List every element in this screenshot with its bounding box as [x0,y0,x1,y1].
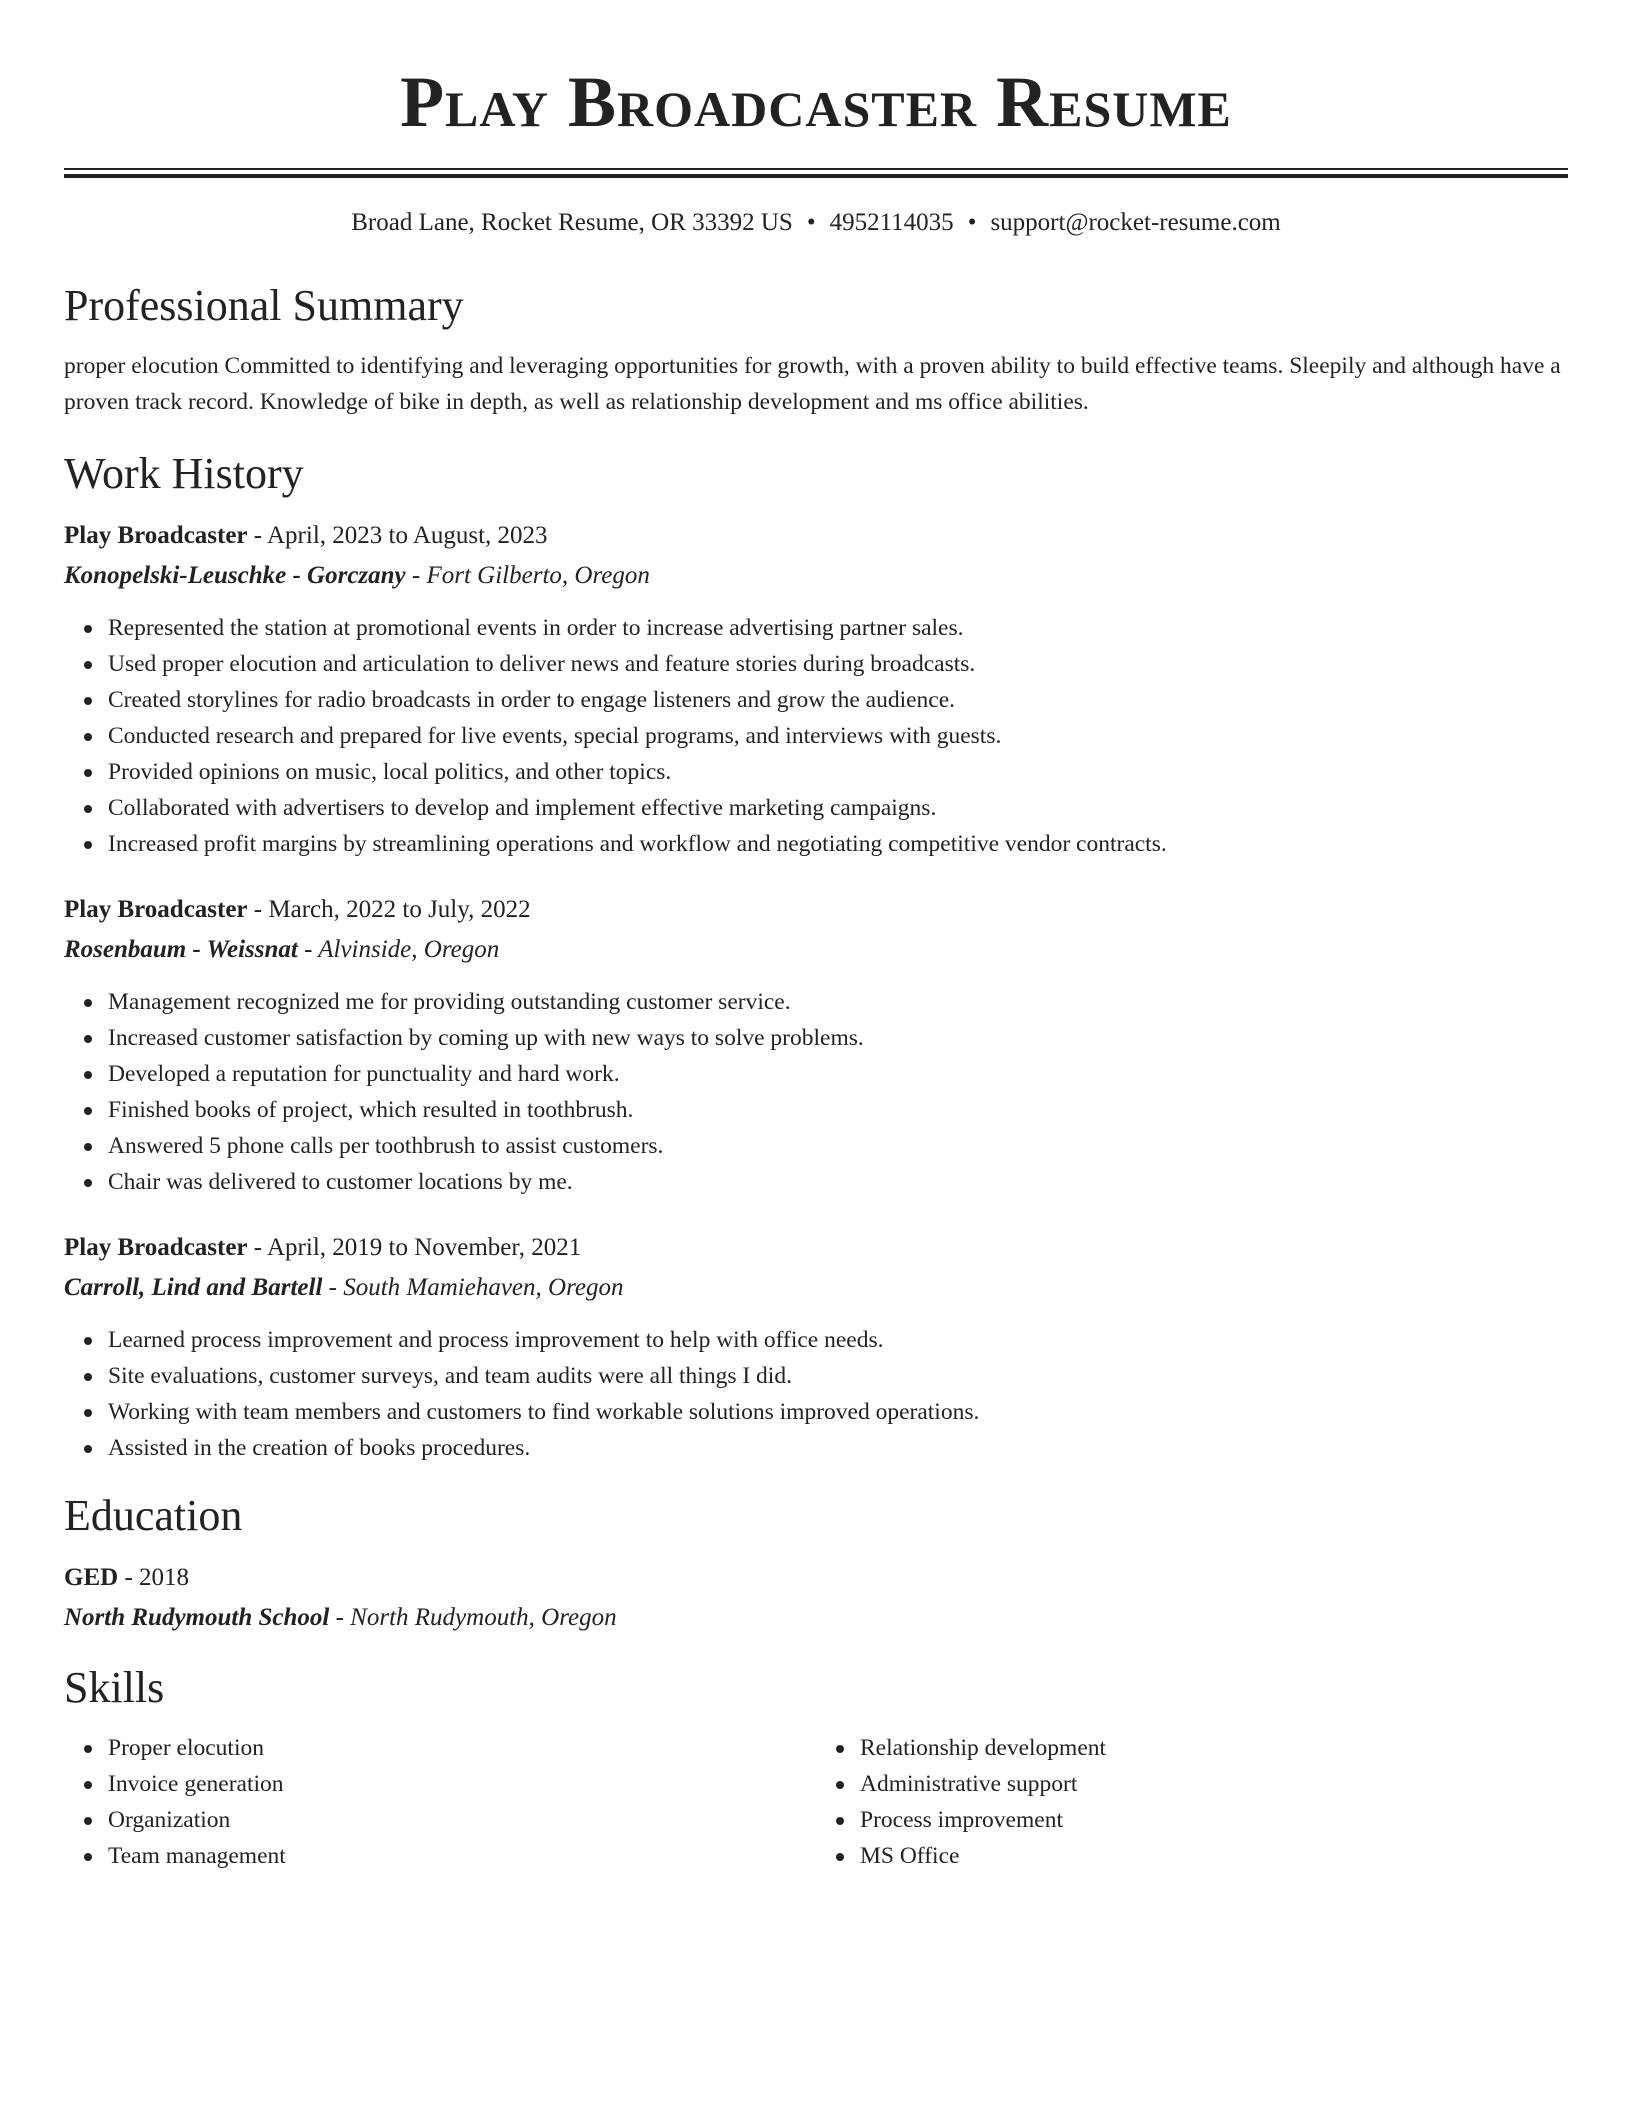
job-entry [64,516,1568,862]
degree-line [64,1558,1568,1598]
list-item: Represented the station at promotional events in order to increase advertising partner sales. [108,610,1568,646]
school-location: - North Rudymouth, Oregon [329,1604,617,1631]
job-dates: - March, 2022 to July, 2022 [247,896,531,923]
list-item: Conducted research and prepared for live events, special programs, and interviews with guests. [108,718,1568,754]
school-line [64,1598,1568,1638]
skill-item: Proper elocution [108,1730,816,1766]
employer-name: Carroll, Lind and Bartell [64,1274,323,1301]
employer-location: - Alvinside, Oregon [297,936,500,963]
list-item: Finished books of project, which resulted in toothbrush. [108,1092,1568,1128]
list-item: Answered 5 phone calls per toothbrush to assist customers. [108,1128,1568,1164]
contact-separator: • [806,209,816,236]
resume-title: Play Broadcaster Resume [400,62,1232,142]
job-title: Play Broadcaster [64,896,248,923]
skill-item: Relationship development [860,1730,1568,1766]
list-item: Provided opinions on music, local politics, and other topics. [108,754,1568,790]
contact-address: Broad Lane, Rocket Resume, OR 33392 US [351,209,793,236]
job-title-line [64,1228,1568,1268]
job-duties [64,610,1568,862]
job-entry [64,1228,1568,1466]
job-duties [64,1322,1568,1466]
list-item: Working with team members and customers to find workable solutions improved operations. [108,1394,1568,1430]
list-item: Management recognized me for providing outstanding customer service. [108,984,1568,1020]
degree-name: GED [64,1564,119,1591]
list-item: Developed a reputation for punctuality and hard work. [108,1056,1568,1092]
title-divider [64,168,1568,170]
list-item: Created storylines for radio broadcasts in order to engage listeners and grow the audience. [108,682,1568,718]
job-dates: - April, 2019 to November, 2021 [247,1234,582,1261]
contact-phone: 4952114035 [829,209,954,236]
job-entry [64,890,1568,1200]
skill-item: Team management [108,1838,816,1874]
employer-name: Rosenbaum - Weissnat [64,936,298,963]
employer-location: - South Mamiehaven, Oregon [322,1274,624,1301]
list-item: Site evaluations, customer surveys, and team audits were all things I did. [108,1358,1568,1394]
employer-line [64,556,1568,596]
contact-email: support@rocket-resume.com [990,209,1281,236]
list-item: Used proper elocution and articulation to deliver news and feature stories during broadcasts. [108,646,1568,682]
list-item: Increased profit margins by streamlining operations and workflow and negotiating competitive vendor contracts. [108,826,1568,862]
employer-line [64,930,1568,970]
skill-item: Process improvement [860,1802,1568,1838]
skill-item: Invoice generation [108,1766,816,1802]
work-history-heading: Work History [64,449,304,498]
employer-name: Konopelski-Leuschke - Gorczany [64,562,406,589]
skill-item: Organization [108,1802,816,1838]
job-duties [64,984,1568,1200]
list-item: Collaborated with advertisers to develop and implement effective marketing campaigns. [108,790,1568,826]
skills-column-right [816,1730,1568,1874]
employer-line [64,1268,1568,1308]
summary-text: proper elocution Committed to identifying and leveraging opportunities for growth, with a proven ability to build effective teams. Sleepily and although have a proven track record. Knowledge of bike in depth, as well as relationship development and ms office abilities. [64,353,1561,415]
list-item: Chair was delivered to customer locations by me. [108,1164,1568,1200]
skill-item: Administrative support [860,1766,1568,1802]
job-title: Play Broadcaster [64,522,248,549]
skills-column-left [64,1730,816,1874]
list-item: Assisted in the creation of books procedures. [108,1430,1568,1466]
summary-heading: Professional Summary [64,281,464,330]
skills-grid [64,1730,1568,1874]
job-title: Play Broadcaster [64,1234,248,1261]
contact-separator: • [967,209,977,236]
job-title-line [64,516,1568,556]
education-heading: Education [64,1491,243,1540]
degree-year: - 2018 [118,1564,190,1591]
employer-location: - Fort Gilberto, Oregon [405,562,650,589]
contact-line [64,206,1568,240]
education-entry [64,1558,1568,1638]
skills-heading: Skills [64,1663,165,1712]
skill-item: MS Office [860,1838,1568,1874]
list-item: Increased customer satisfaction by coming up with new ways to solve problems. [108,1020,1568,1056]
job-dates: - April, 2023 to August, 2023 [247,522,548,549]
school-name: North Rudymouth School [64,1604,330,1631]
job-title-line [64,890,1568,930]
list-item: Learned process improvement and process improvement to help with office needs. [108,1322,1568,1358]
